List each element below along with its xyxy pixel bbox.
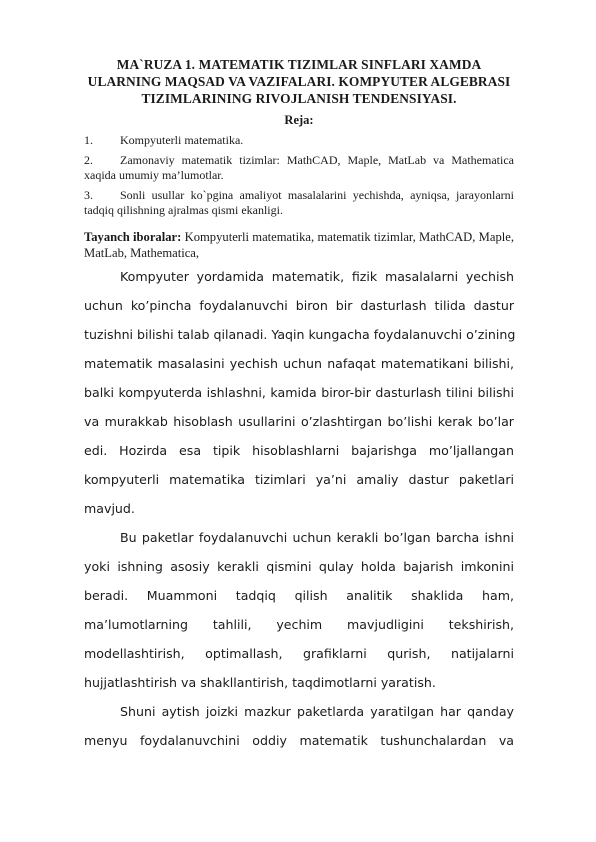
paragraph-line: tuzishni bilishi talab qilanadi. Yaqin kungacha foydalanuvchi o’zining <box>84 327 516 342</box>
plan-item-number: 2. <box>84 153 93 167</box>
paragraph-line: va murakkab hisoblash usullarini o’zlashtirgan bo’lishi kerak bo’lar <box>84 414 514 429</box>
body-text <box>84 262 514 755</box>
plan-item-text: Sonli usullar ko`pgina amaliyot masalalarini yechishda, ayniqsa, jarayonlarni tadqiq qilishning ajralmas qismi ekanligi. <box>84 188 514 217</box>
keywords <box>84 230 514 261</box>
paragraph <box>84 523 514 697</box>
keywords-label: Tayanch iboralar: <box>84 230 182 244</box>
paragraph-line: balki kompyuterda ishlashni, kamida biror-bir dasturlash tilini bilishi <box>84 385 514 400</box>
paragraph-line: mavjud. <box>84 501 135 516</box>
plan-item-text: Zamonaviy matematik tizimlar: MathCAD, Maple, MatLab va Mathematica xaqida umumiy ma’lumotlar. <box>84 153 514 182</box>
plan-heading: Reja: <box>284 113 314 127</box>
paragraph-line: modellashtirish, optimallash, grafiklarni qurish, natijalarni <box>84 646 514 661</box>
document-page <box>84 56 514 755</box>
paragraph-line: uchun ko’pincha foydalanuvchi biron bir dasturlash tilida dastur <box>84 298 514 313</box>
paragraph-line: yoki ishning asosiy kerakli qismini qulay holda bajarish imkonini <box>84 559 514 574</box>
plan-item-number: 1. <box>84 133 93 147</box>
paragraph <box>84 262 514 523</box>
paragraph-line: edi. Hozirda esa tipik hisoblashlarni bajarishga mo’ljallangan <box>84 443 514 458</box>
paragraph <box>84 697 514 755</box>
paragraph-line: Shuni aytish joizki mazkur paketlarda yaratilgan har qanday <box>120 704 514 719</box>
paragraph-line: beradi. Muammoni tadqiq qilish analitik shaklida ham, <box>84 588 514 603</box>
lecture-title: MA`RUZA 1. MATEMATIK TIZIMLAR SINFLARI XAMDA ULARNING MAQSAD VA VAZIFALARI. KOMPYUTER ALGEBRASI TIZIMLARINING RIVOJLANISH TENDENSIYASI. <box>87 57 511 106</box>
paragraph-line: hujjatlashtirish va shakllantirish, taqdimotlarni yaratish. <box>84 675 436 690</box>
plan-item <box>84 188 514 218</box>
paragraph-line: matematik masalasini yechish uchun nafaqat matematikani bilishi, <box>84 356 514 371</box>
paragraph-line: Bu paketlar foydalanuvchi uchun kerakli bo’lgan barcha ishni <box>120 530 514 545</box>
plan-item-number: 3. <box>84 188 93 202</box>
paragraph-line: Kompyuter yordamida matematik, fizik masalalarni yechish <box>120 269 514 284</box>
plan-item <box>84 133 514 148</box>
plan-list <box>84 133 514 218</box>
paragraph-line: menyu foydalanuvchini oddiy matematik tushunchalardan va <box>84 733 514 748</box>
paragraph-line: ma’lumotlarning tahlili, yechim mavjudligini tekshirish, <box>84 617 514 632</box>
paragraph-line: kompyuterli matematika tizimlari ya’ni amaliy dastur paketlari <box>84 472 514 487</box>
plan-item <box>84 153 514 183</box>
plan-item-text: Kompyuterli matematika. <box>120 133 244 147</box>
keywords-text: Kompyuterli matematika, matematik tizimlar, MathCAD, Maple, MatLab, Mathematica, <box>84 230 514 260</box>
